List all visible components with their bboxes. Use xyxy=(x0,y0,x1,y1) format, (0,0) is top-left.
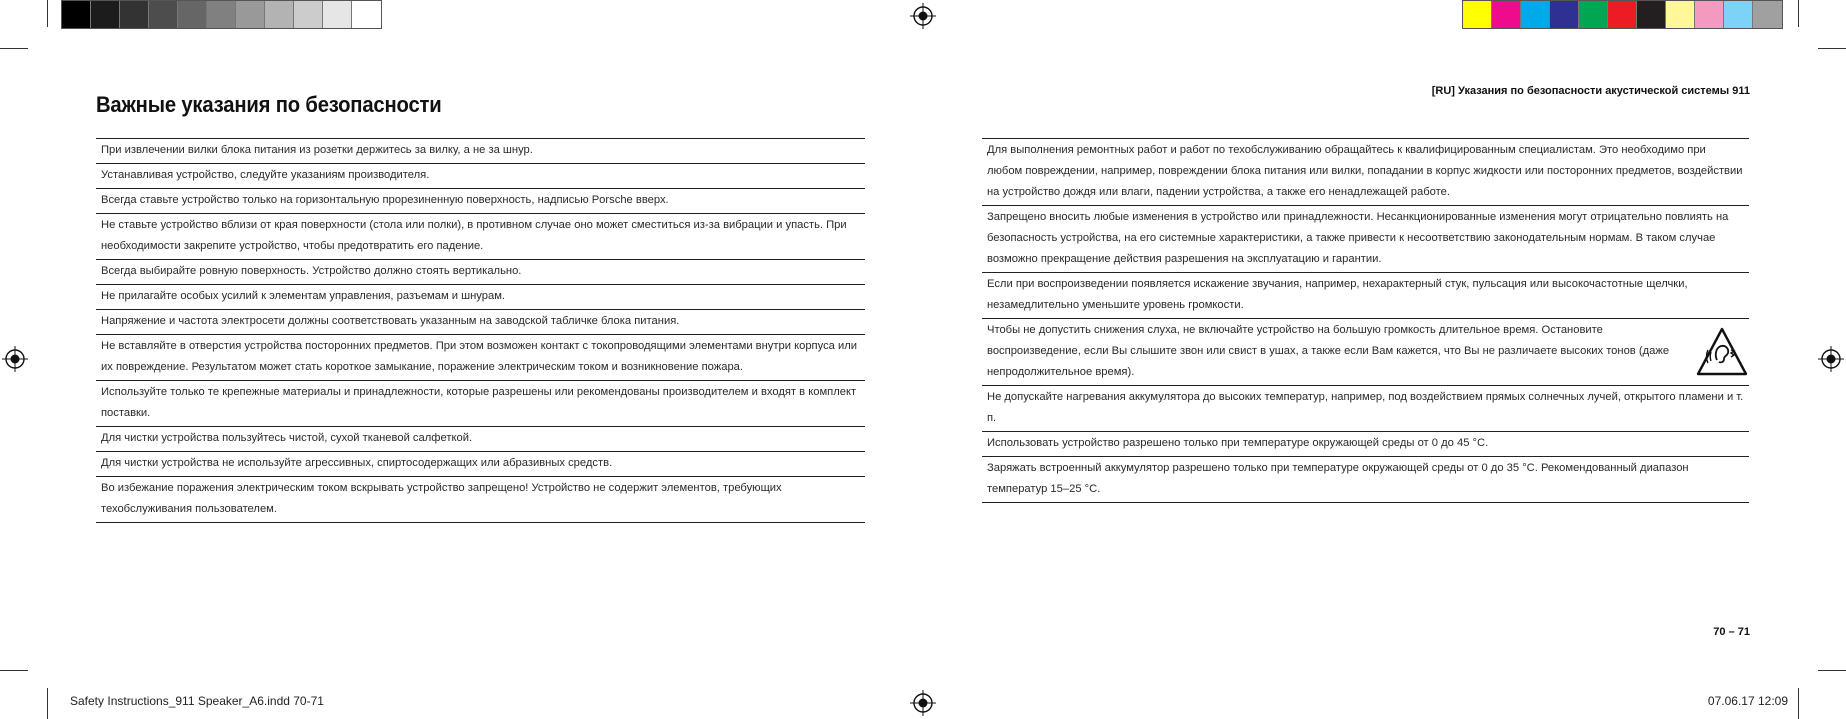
safety-item xyxy=(982,319,1749,386)
registration-mark-icon xyxy=(910,3,936,29)
crop-mark xyxy=(0,48,28,49)
gray-swatch xyxy=(178,1,207,28)
gray-swatch xyxy=(120,1,149,28)
color-swatch xyxy=(1637,1,1666,28)
crop-mark xyxy=(1798,0,1799,27)
slug-filename: Safety Instructions_911 Speaker_A6.indd 70-71 xyxy=(70,694,324,708)
color-swatch xyxy=(1463,1,1492,28)
color-swatch xyxy=(1666,1,1695,28)
right-safety-list xyxy=(982,138,1749,503)
crop-mark xyxy=(1818,48,1846,49)
hearing-warning-icon xyxy=(1695,326,1749,378)
color-swatch xyxy=(1550,1,1579,28)
color-swatch xyxy=(1608,1,1637,28)
safety-item: Используйте только те крепежные материалы и принадлежности, которые разрешены или рекомендованы производителем и входят в комплект поставки. xyxy=(96,381,865,427)
safety-item: Для чистки устройства пользуйтесь чистой, сухой тканевой салфеткой. xyxy=(96,427,865,452)
crop-mark xyxy=(1798,688,1799,719)
gray-swatch xyxy=(91,1,120,28)
gray-swatch xyxy=(62,1,91,28)
safety-item: Всегда ставьте устройство только на горизонтальную прорезиненную поверхность, надписью Porsche вверх. xyxy=(96,189,865,214)
safety-item: Не вставляйте в отверстия устройства посторонних предметов. При этом возможен контакт с токопроводящими элементами внутри корпуса или их повреждение. Результатом может стать короткое замыкание, поражение электрическим током и возникновение пожара. xyxy=(96,335,865,381)
crop-mark xyxy=(0,670,28,671)
safety-item: Заряжать встроенный аккумулятор разрешено только при температуре окружающей среды от 0 до 35 °C. Рекомендованный диапазон температур 15–25 °C. xyxy=(982,457,1749,503)
crop-mark xyxy=(1818,670,1846,671)
registration-mark-icon xyxy=(2,346,28,372)
gray-swatch xyxy=(352,1,381,28)
registration-mark-icon xyxy=(1818,346,1844,372)
gray-swatch xyxy=(294,1,323,28)
safety-item: Не ставьте устройство вблизи от края поверхности (стола или полки), в противном случае оно может сместиться из-за вибрации и упасть. При необходимости закрепите устройство, чтобы предотвратить его падение. xyxy=(96,214,865,260)
color-swatch xyxy=(1521,1,1550,28)
gray-swatch xyxy=(265,1,294,28)
safety-item: Во избежание поражения электрическим током вскрывать устройство запрещено! Устройство не содержит элементов, требующих техобслуживания пользователем. xyxy=(96,477,865,523)
color-swatch xyxy=(1724,1,1753,28)
registration-mark-icon xyxy=(910,690,936,716)
left-safety-list xyxy=(96,138,865,523)
safety-item: Для выполнения ремонтных работ и работ по техобслуживанию обращайтесь к квалифицированным специалистам. Это необходимо при любом повреждении, например, повреждении блока питания или вилки, попадании в корпус жидкости или посторонних предметов, воздействии на устройство дождя или влаги, падении устройства, а также его ненадлежащей работе. xyxy=(982,139,1749,206)
safety-item: При извлечении вилки блока питания из розетки держитесь за вилку, а не за шнур. xyxy=(96,139,865,164)
gray-swatch xyxy=(149,1,178,28)
running-head: [RU] Указания по безопасности акустической системы 911 xyxy=(1431,85,1750,97)
slug-datetime: 07.06.17 12:09 xyxy=(1707,694,1788,708)
safety-item: Запрещено вносить любые изменения в устройство или принадлежности. Несанкционированные изменения могут отрицательно повлиять на безопасность устройства, на его системные характеристики, а также привести к несоответствию законодательным нормам. В таком случае возможно прекращение действия разрешения на эксплуатацию и гарантии. xyxy=(982,206,1749,273)
color-swatch xyxy=(1579,1,1608,28)
safety-item-text: Чтобы не допустить снижения слуха, не включайте устройство на большую громкость длительное время. Остановите воспроизведение, если Вы слышите звон или свист в ушах, а также если Вам кажется, что Вы не различаете высоких тонов (даже непродолжительное время). xyxy=(987,324,1670,378)
safety-item: Не прилагайте особых усилий к элементам управления, разъемам и шнурам. xyxy=(96,285,865,310)
gray-swatch xyxy=(323,1,352,28)
gray-swatch xyxy=(236,1,265,28)
safety-item: Использовать устройство разрешено только при температуре окружающей среды от 0 до 45 °C. xyxy=(982,432,1749,457)
page-title: Важные указания по безопасности xyxy=(96,92,442,117)
crop-mark xyxy=(47,688,48,719)
safety-item: Если при воспроизведении появляется искажение звучания, например, нехарактерный стук, пульсация или высокочастотные щелчки, незамедлительно уменьшите уровень громкости. xyxy=(982,273,1749,319)
safety-item: Всегда выбирайте ровную поверхность. Устройство должно стоять вертикально. xyxy=(96,260,865,285)
crop-mark xyxy=(47,0,48,27)
safety-item: Не допускайте нагревания аккумулятора до высоких температур, например, под воздействием прямых солнечных лучей, открытого пламени и т. п. xyxy=(982,386,1749,432)
gray-swatch xyxy=(207,1,236,28)
color-swatch xyxy=(1492,1,1521,28)
process-color-bar xyxy=(1462,0,1783,29)
color-swatch xyxy=(1695,1,1724,28)
grayscale-color-bar xyxy=(61,0,382,29)
safety-item: Напряжение и частота электросети должны соответствовать указанным на заводской табличке блока питания. xyxy=(96,310,865,335)
color-swatch xyxy=(1753,1,1782,28)
safety-item: Устанавливая устройство, следуйте указаниям производителя. xyxy=(96,164,865,189)
page-number: 70 – 71 xyxy=(1713,626,1750,638)
safety-item: Для чистки устройства не используйте агрессивных, спиртосодержащих или абразивных средств. xyxy=(96,452,865,477)
